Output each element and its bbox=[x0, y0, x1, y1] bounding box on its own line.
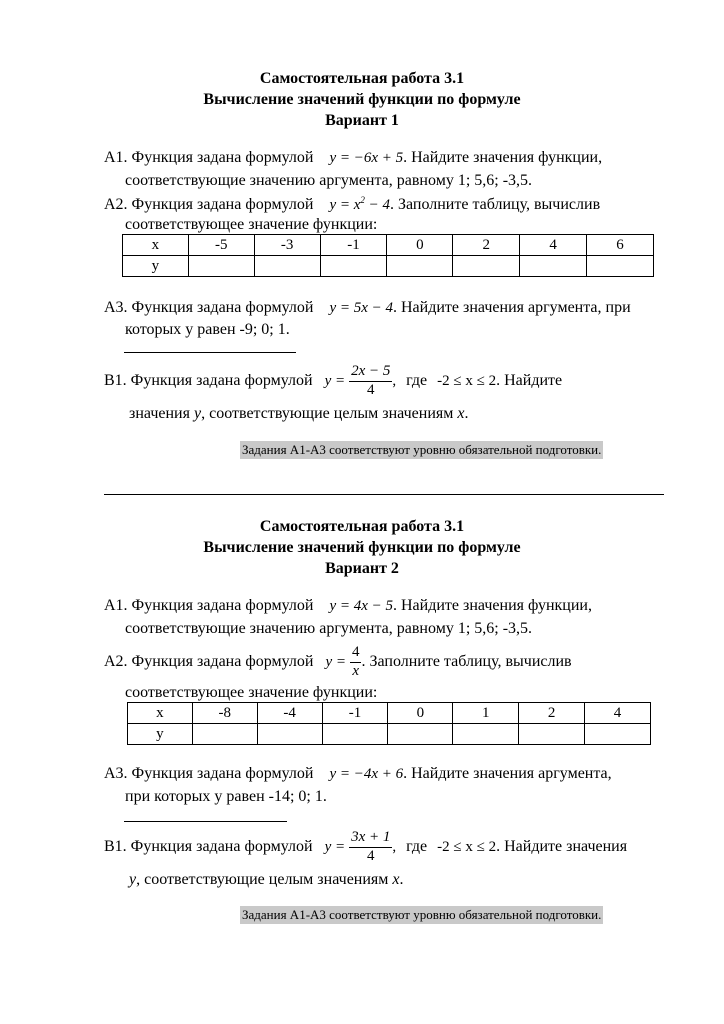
v1-table-row-y bbox=[123, 256, 654, 277]
v2-table-x-cell: 4 bbox=[585, 703, 651, 724]
v2-b1-where: где bbox=[406, 838, 428, 855]
v2-a1-line2: соответствующие значению аргумента, равному 1; 5,6; -3,5. bbox=[125, 620, 533, 637]
v1-a1-lead: А1. Функция задана формулой bbox=[104, 149, 314, 166]
v2-a1-formula: y = 4x − 5 bbox=[329, 598, 393, 614]
v2-b1-y: y = bbox=[324, 838, 346, 855]
v1-values-table bbox=[122, 234, 654, 277]
v1-table-x-cell: 0 bbox=[387, 235, 453, 256]
v2-a2-y: y = bbox=[325, 653, 346, 670]
v1-table-y-cell bbox=[188, 256, 254, 277]
v2-table-x-cell: -8 bbox=[192, 703, 257, 724]
v1-table-y-label: y bbox=[123, 256, 189, 277]
v2-a2-tail: . Заполните таблицу, вычислив bbox=[361, 653, 572, 670]
v2-values-table bbox=[127, 702, 651, 745]
v1-a1-tail: . Найдите значения функции, bbox=[403, 149, 603, 166]
v2-task-a2 bbox=[104, 642, 572, 682]
v1-table-x-label: x bbox=[123, 235, 189, 256]
v1-table-row-x bbox=[123, 235, 654, 256]
v1-table-y-cell bbox=[320, 256, 387, 277]
v2-table-row-x bbox=[128, 703, 651, 724]
v1-table-x-cell: -1 bbox=[320, 235, 387, 256]
v2-a3-line2: при которых у равен -14; 0; 1. bbox=[125, 788, 327, 805]
section-divider bbox=[104, 494, 664, 495]
v2-a3-lead: А3. Функция задана формулой bbox=[104, 765, 314, 782]
v1-a1-line2: соответствующие значению аргумента, равному 1; 5,6; -3,5. bbox=[125, 172, 533, 189]
v1-task-a1 bbox=[104, 149, 602, 167]
v1-variant-label: Вариант 1 bbox=[325, 112, 399, 129]
v1-table-x-cell: 6 bbox=[587, 235, 654, 256]
v2-variant-label: Вариант 2 bbox=[325, 560, 399, 577]
v1-table-y-cell bbox=[254, 256, 320, 277]
v2-table-y-cell bbox=[585, 724, 651, 745]
v2-table-y-cell bbox=[322, 724, 388, 745]
v2-task-a3 bbox=[104, 765, 612, 783]
v1-b1-where: где bbox=[406, 372, 428, 389]
v2-level-note: Задания А1-А3 соответствуют уровню обязательной подготовки. bbox=[242, 907, 602, 922]
v1-table-y-cell bbox=[520, 256, 587, 277]
v2-table-y-cell bbox=[519, 724, 585, 745]
v1-a2-lead: А2. Функция задана формулой bbox=[104, 196, 314, 213]
v1-a1-formula: y = −6x + 5 bbox=[329, 150, 404, 166]
v2-table-y-cell bbox=[453, 724, 519, 745]
v2-a2-lead: А2. Функция задана формулой bbox=[104, 653, 314, 670]
v2-b1-line2: y, соответствующие целым значениям x. bbox=[129, 871, 404, 888]
v1-a3-tail: . Найдите значения аргумента, при bbox=[393, 299, 631, 316]
v2-a3-tail: . Найдите значения аргумента, bbox=[403, 765, 612, 782]
v2-table-x-label: x bbox=[128, 703, 193, 724]
v1-level-note: Задания А1-А3 соответствуют уровню обязательной подготовки. bbox=[242, 442, 602, 457]
v2-table-y-cell bbox=[192, 724, 257, 745]
v1-answer-line bbox=[124, 352, 296, 353]
v1-a3-line2: которых у равен -9; 0; 1. bbox=[125, 321, 290, 338]
v1-b1-range: -2 ≤ x ≤ 2 bbox=[437, 372, 497, 389]
v1-a3-lead: А3. Функция задана формулой bbox=[104, 299, 314, 316]
v1-task-a2 bbox=[104, 195, 600, 214]
v1-title: Самостоятельная работа 3.1 bbox=[259, 70, 465, 87]
v2-a1-tail: . Найдите значения функции, bbox=[393, 597, 592, 614]
v2-table-row-y bbox=[128, 724, 651, 745]
v1-a2-formula: $y = x^2 - 4$ bbox=[329, 195, 390, 213]
v1-b1-line2: значения у, соответствующие целым значениям x. bbox=[129, 405, 469, 422]
v1-table-x-cell: -5 bbox=[188, 235, 254, 256]
v1-table-y-cell bbox=[453, 256, 520, 277]
v2-a2-line2: соответствующее значение функции: bbox=[125, 684, 378, 701]
v2-table-y-cell bbox=[257, 724, 322, 745]
v1-b1-fraction: $\frac{2x - 5}{4}$ bbox=[351, 362, 391, 398]
v1-task-a3 bbox=[104, 299, 631, 317]
v1-task-b1: В1. Функция задана формулой y = $\frac{2x - 5}{4}$ , где -2 ≤ x ≤ 2 . Найдите bbox=[104, 362, 563, 398]
v2-a3-formula: y = −4x + 6 bbox=[329, 766, 404, 782]
v1-table-x-cell: 4 bbox=[520, 235, 587, 256]
v2-task-a1 bbox=[104, 597, 592, 615]
v1-table-y-cell bbox=[387, 256, 453, 277]
v2-table-x-cell: -1 bbox=[322, 703, 388, 724]
v2-title: Самостоятельная работа 3.1 bbox=[259, 518, 465, 535]
v2-b1-tail: . Найдите значения bbox=[496, 838, 628, 855]
v2-b1-lead: В1. Функция задана формулой bbox=[104, 838, 313, 855]
v2-subtitle: Вычисление значений функции по формуле bbox=[203, 539, 521, 556]
v2-b1-fraction: $\frac{3x + 1}{4}$ bbox=[351, 828, 391, 864]
v2-b1-range: -2 ≤ x ≤ 2 bbox=[437, 838, 497, 855]
v2-answer-line bbox=[124, 821, 287, 822]
v2-table-y-label: y bbox=[128, 724, 193, 745]
v2-a1-lead: А1. Функция задана формулой bbox=[104, 597, 314, 614]
v2-a2-fraction: $\frac{4}{x}$ bbox=[351, 643, 360, 679]
v1-table-x-cell: -3 bbox=[254, 235, 320, 256]
v1-b1-y: y = bbox=[324, 372, 346, 389]
v1-table-y-cell bbox=[587, 256, 654, 277]
v2-task-b1: В1. Функция задана формулой y = $\frac{3x + 1}{4}$ , где -2 ≤ x ≤ 2 . Найдите значения bbox=[104, 828, 628, 864]
v1-b1-tail: . Найдите bbox=[496, 372, 563, 389]
v1-subtitle: Вычисление значений функции по формуле bbox=[203, 91, 521, 108]
v2-table-x-cell: 0 bbox=[388, 703, 453, 724]
v2-table-x-cell: 2 bbox=[519, 703, 585, 724]
v1-b1-lead: В1. Функция задана формулой bbox=[104, 372, 313, 389]
v2-table-x-cell: -4 bbox=[257, 703, 322, 724]
v2-table-y-cell bbox=[388, 724, 453, 745]
v1-a3-formula: y = 5x − 4 bbox=[329, 300, 393, 316]
v1-a2-tail: . Заполните таблицу, вычислив bbox=[390, 196, 601, 213]
v1-a2-line2: соответствующее значение функции: bbox=[125, 216, 378, 233]
v1-table-x-cell: 2 bbox=[453, 235, 520, 256]
v2-table-x-cell: 1 bbox=[453, 703, 519, 724]
